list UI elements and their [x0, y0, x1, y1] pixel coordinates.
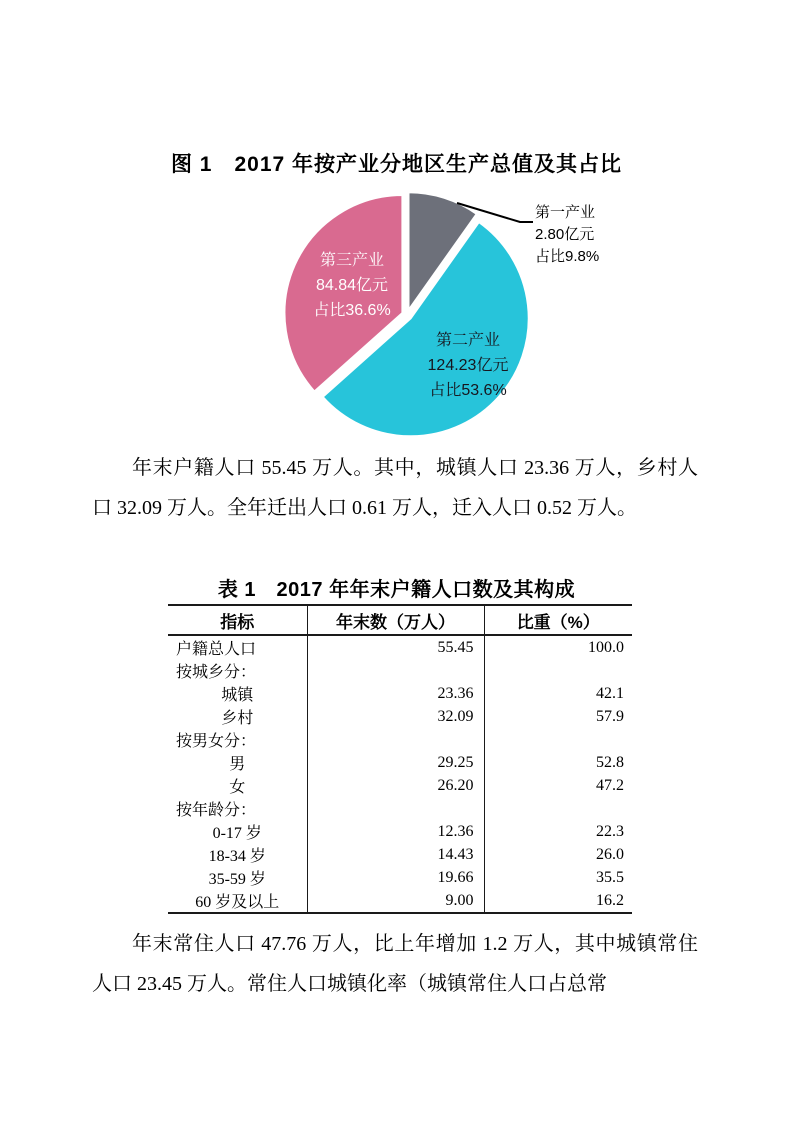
cell-share [484, 659, 632, 682]
pie-label-primary-value: 2.80亿元 [535, 226, 595, 243]
cell-yearend: 55.45 [307, 635, 484, 659]
cell-indicator: 乡村 [168, 705, 307, 728]
cell-indicator: 城镇 [168, 682, 307, 705]
cell-share [484, 728, 632, 751]
pie-label-tertiary-value: 84.84亿元 [315, 277, 389, 294]
population-table-head [168, 605, 632, 635]
cell-indicator: 35-59 岁 [168, 866, 307, 889]
pie-label-secondary-name: 第二产业 [435, 332, 500, 349]
cell-indicator: 按男女分： [168, 728, 307, 751]
pie-label-primary-name: 第一产业 [535, 204, 596, 221]
cell-indicator: 18-34 岁 [168, 843, 307, 866]
cell-yearend [307, 728, 484, 751]
table-header-row [168, 605, 632, 635]
pie-chart-figure [280, 182, 720, 454]
table-row [168, 889, 632, 913]
table-row [168, 728, 632, 751]
table-row [168, 751, 632, 774]
cell-yearend: 9.00 [307, 889, 484, 913]
cell-share: 100.0 [588, 638, 624, 656]
cell-share [484, 797, 632, 820]
cell-yearend: 29.25 [307, 751, 484, 774]
table-row [168, 820, 632, 843]
cell-indicator: 按城乡分： [168, 659, 307, 682]
cell-yearend: 19.66 [307, 866, 484, 889]
cell-share: 57.9 [596, 707, 624, 725]
cell-indicator: 60 岁及以上 [168, 889, 307, 913]
header-share: 比重（%） [516, 612, 600, 632]
cell-indicator: 按年龄分： [168, 797, 307, 820]
table-row [168, 705, 632, 728]
cell-indicator: 户籍总人口 [168, 635, 307, 659]
cell-indicator: 0-17 岁 [168, 820, 307, 843]
cell-share: 22.3 [596, 822, 624, 840]
cell-share: 42.1 [596, 684, 624, 702]
pie-label-secondary-pct: 占比53.6% [429, 382, 507, 399]
population-table [168, 604, 632, 914]
cell-yearend [307, 797, 484, 820]
pie-label-tertiary-pct: 占比36.6% [313, 302, 391, 319]
cell-yearend: 32.09 [307, 705, 484, 728]
cell-share: 26.0 [596, 845, 624, 863]
table-row [168, 774, 632, 797]
pie-label-primary-pct: 占比9.8% [535, 248, 600, 265]
pie-label-primary [535, 202, 599, 268]
table-row [168, 682, 632, 705]
figure-title: 图 1 2017 年按产业分地区生产总值及其占比 [170, 153, 623, 176]
pie-label-secondary [398, 328, 538, 403]
cell-share: 52.8 [596, 753, 624, 771]
cell-share: 35.5 [596, 868, 624, 886]
cell-yearend: 14.43 [307, 843, 484, 866]
pie-label-tertiary-name: 第三产业 [319, 252, 384, 269]
pie-label-tertiary [288, 248, 416, 323]
pie-label-secondary-value: 124.23亿元 [427, 357, 509, 374]
table-row [168, 866, 632, 889]
cell-indicator: 男 [168, 751, 307, 774]
cell-share: 47.2 [596, 776, 624, 794]
cell-share: 16.2 [596, 891, 624, 909]
cell-yearend: 23.36 [307, 682, 484, 705]
cell-yearend: 12.36 [307, 820, 484, 843]
paragraph-resident-population: 年末常住人口 47.76 万人，比上年增加 1.2 万人，其中城镇常住人口 23.45 万人。常住人口城镇化率（城镇常住人口占总常 [92, 933, 698, 995]
table-row [168, 635, 632, 659]
table-row [168, 659, 632, 682]
cell-yearend [307, 659, 484, 682]
cell-yearend: 26.20 [307, 774, 484, 797]
table-row [168, 843, 632, 866]
header-indicator: 指标 [168, 605, 307, 635]
paragraph-household-population: 年末户籍人口 55.45 万人。其中，城镇人口 23.36 万人，乡村人口 32.09 万人。全年迁出人口 0.61 万人，迁入人口 0.52 万人。 [92, 457, 698, 519]
cell-indicator: 女 [168, 774, 307, 797]
table-row [168, 797, 632, 820]
table-title: 表 1 2017 年年末户籍人口数及其构成 [217, 579, 576, 601]
population-table-body [168, 635, 632, 913]
header-yearend: 年末数（万人） [307, 605, 484, 635]
